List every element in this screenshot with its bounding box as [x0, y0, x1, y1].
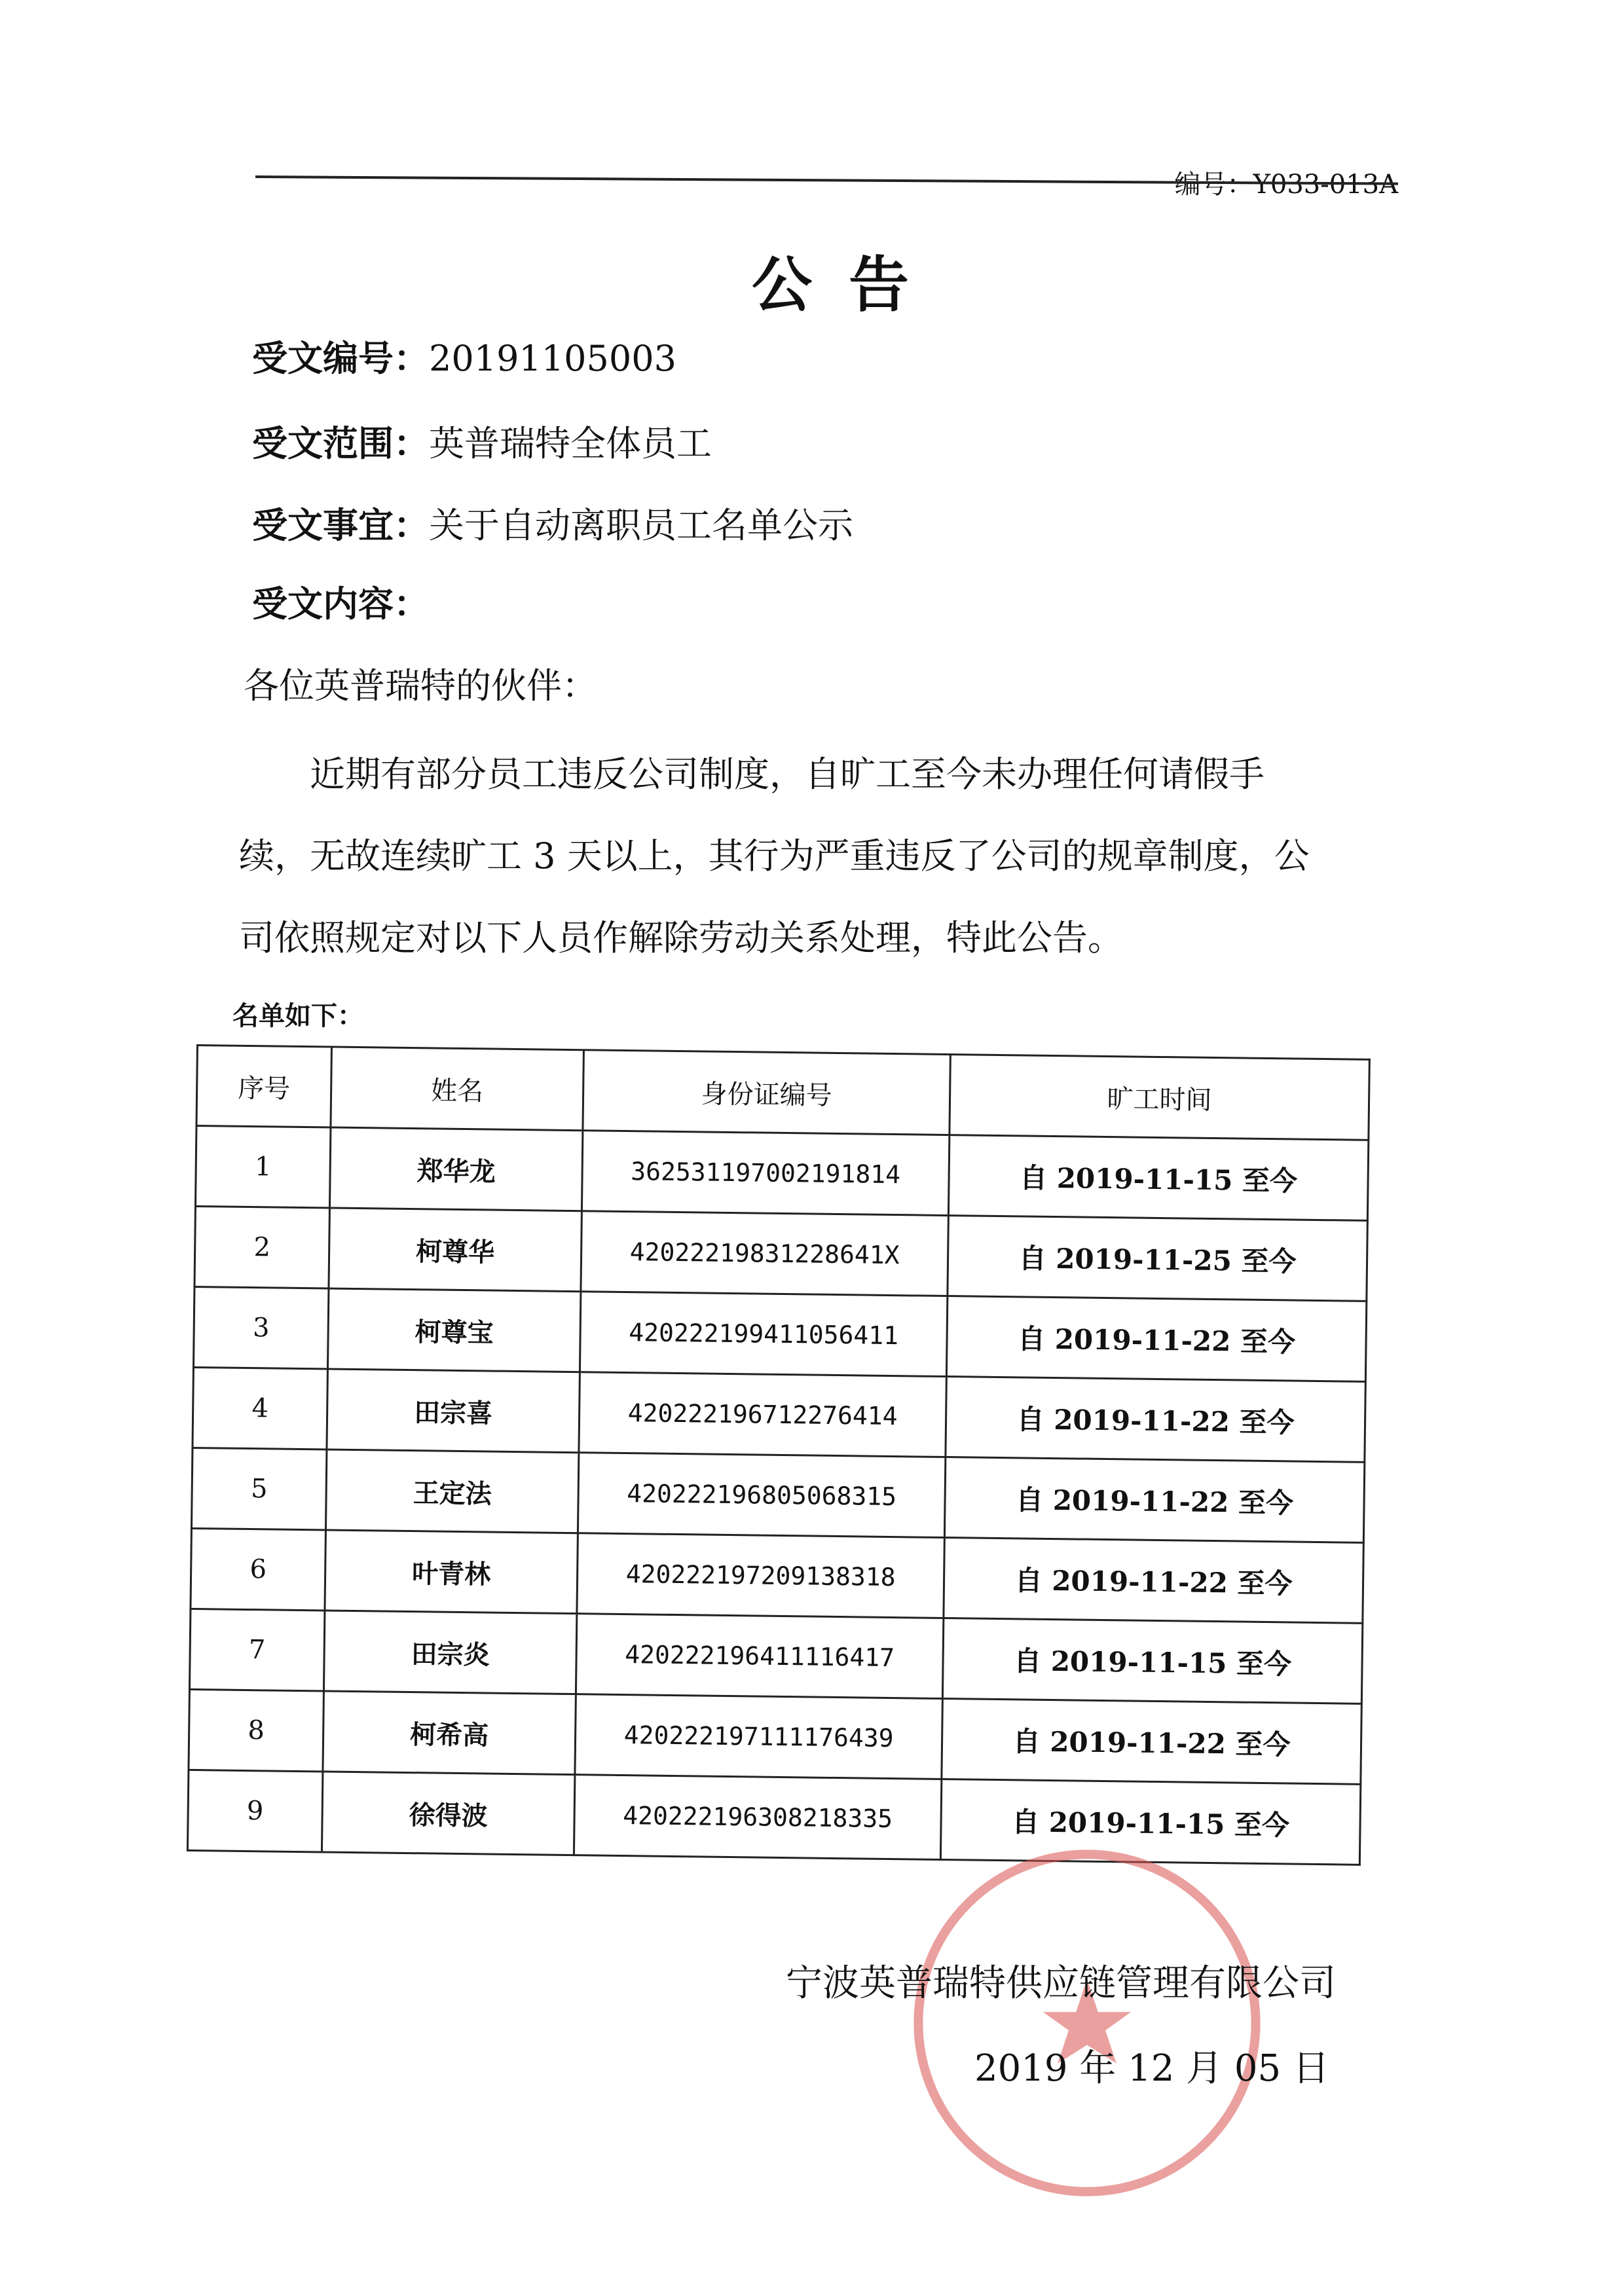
- body-line: 近期有部分员工违反公司制度，自旷工至今未办理任何请假手: [239, 754, 1264, 795]
- body-line: 司依照规定对以下人员作解除劳动关系处理，特此公告。: [239, 917, 1123, 958]
- table-header-row: [196, 1046, 1369, 1140]
- cell-absence-period: 自 2019-11-22 至今: [944, 1538, 1363, 1624]
- cell-absence-period: 自 2019-11-22 至今: [946, 1377, 1365, 1463]
- table-row: [195, 1126, 1368, 1221]
- table-row: [189, 1689, 1361, 1784]
- greeting: 各位英普瑞特的伙伴：: [244, 665, 597, 706]
- document-number-label: 编号：: [1174, 170, 1253, 200]
- cell-name: 田宗炎: [323, 1611, 576, 1694]
- cell-id-number: 420222196308218335: [574, 1775, 941, 1860]
- cell-name: 柯希高: [323, 1691, 576, 1775]
- table-row: [191, 1448, 1364, 1542]
- field-subject: [252, 498, 853, 548]
- cell-index: 1: [195, 1126, 330, 1208]
- cell-id-number: 420222197111176439: [575, 1694, 942, 1779]
- field-label: 受文内容：: [252, 583, 429, 625]
- table-row: [189, 1609, 1362, 1704]
- company-signature: 宁波英普瑞特供应链管理有限公司: [786, 1962, 1336, 2005]
- list-label: 名单如下：: [232, 1000, 363, 1031]
- header-name: 姓名: [331, 1047, 583, 1131]
- cell-id-number: 42022219831228641X: [581, 1211, 948, 1296]
- table-row: [191, 1528, 1363, 1623]
- cell-id-number: 420222197209138318: [577, 1533, 944, 1618]
- field-label: 受文范围：: [252, 422, 429, 464]
- cell-name: 叶青林: [325, 1530, 578, 1614]
- cell-id-number: 420222196712276414: [579, 1372, 946, 1457]
- table-row: [193, 1286, 1366, 1381]
- document-number-value: Y033-013A: [1253, 170, 1398, 200]
- cell-index: 5: [191, 1448, 326, 1529]
- cell-absence-period: 自 2019-11-15 至今: [942, 1618, 1362, 1704]
- field-label: 受文事宜：: [252, 504, 429, 546]
- cell-absence-period: 自 2019-11-15 至今: [940, 1779, 1360, 1865]
- header-id-number: 身份证编号: [583, 1050, 950, 1135]
- company-seal-stamp: [904, 1840, 1270, 2206]
- dismissal-table: [187, 1044, 1368, 1842]
- cell-index: 8: [189, 1689, 323, 1771]
- field-value: 英普瑞特全体员工: [429, 423, 712, 464]
- header-index: 序号: [196, 1046, 331, 1127]
- signature-date: 2019 年 12 月 05 日: [974, 2047, 1329, 2090]
- cell-name: 徐得波: [322, 1772, 574, 1855]
- field-label: 受文编号：: [252, 337, 429, 379]
- cell-id-number: 362531197002191814: [581, 1131, 949, 1216]
- field-scope: [252, 416, 712, 466]
- cell-absence-period: 自 2019-11-22 至今: [946, 1296, 1366, 1382]
- field-value: 20191105003: [429, 338, 676, 379]
- cell-absence-period: 自 2019-11-15 至今: [948, 1135, 1368, 1221]
- cell-index: 7: [189, 1609, 324, 1690]
- cell-name: 王定法: [325, 1449, 578, 1533]
- cell-index: 3: [193, 1286, 328, 1368]
- cell-absence-period: 自 2019-11-22 至今: [942, 1698, 1361, 1784]
- cell-index: 2: [194, 1206, 329, 1288]
- cell-name: 郑华龙: [329, 1127, 582, 1211]
- cell-id-number: 420222199411056411: [580, 1292, 947, 1377]
- cell-index: 4: [193, 1367, 327, 1449]
- employee-table: [187, 1044, 1371, 1866]
- cell-name: 柯尊宝: [327, 1288, 580, 1372]
- table-row: [194, 1206, 1367, 1301]
- cell-id-number: 420222196411116417: [576, 1614, 943, 1699]
- cell-name: 田宗喜: [327, 1369, 580, 1453]
- field-value: 关于自动离职员工名单公示: [429, 505, 853, 546]
- cell-index: 9: [187, 1770, 322, 1851]
- body-line: 续，无故连续旷工 3 天以上，其行为严重违反了公司的规章制度，公: [239, 835, 1310, 877]
- cell-index: 6: [191, 1528, 325, 1610]
- field-doc-number: [252, 331, 676, 381]
- cell-absence-period: 自 2019-11-25 至今: [948, 1216, 1367, 1302]
- cell-id-number: 420222196805068315: [578, 1453, 945, 1538]
- table-row: [193, 1367, 1365, 1462]
- field-content: [252, 576, 429, 627]
- cell-name: 柯尊华: [329, 1208, 581, 1292]
- header-absence-period: 旷工时间: [950, 1055, 1369, 1140]
- cell-absence-period: 自 2019-11-22 至今: [944, 1457, 1364, 1543]
- page-title: 公告: [751, 249, 946, 320]
